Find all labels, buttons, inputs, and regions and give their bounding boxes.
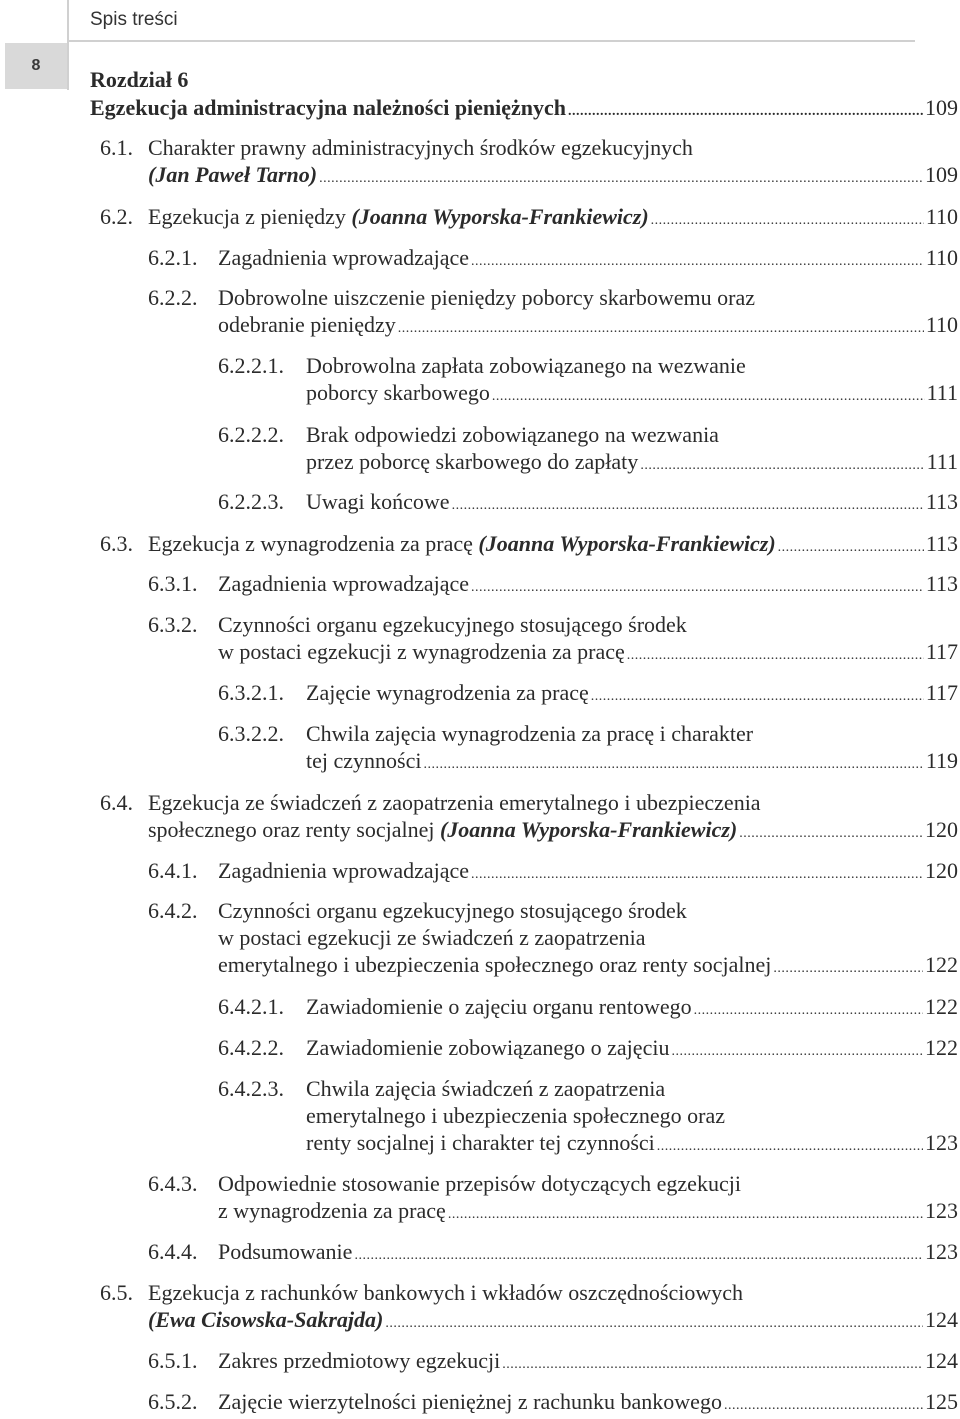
toc-entry-number: 6.4.2.1. [218,994,284,1019]
toc-entry-line: Chwila zajęcia świadczeń z zaopatrzenia [306,1076,666,1101]
toc-entry-text [306,679,958,710]
toc-entry-title: Egzekucja z wynagrodzenia za pracę [148,531,479,556]
toc-entry-text [306,993,958,1024]
toc-entry-page: 124 [925,1307,958,1332]
toc-entry-last-line [218,638,958,669]
toc-entry-page: 120 [925,858,958,883]
toc-entry-text [148,530,958,561]
toc-entry-last-line [218,1347,958,1378]
toc-entry-title: w postaci egzekucji z wynagrodzenia za pracę [218,639,625,664]
toc-entry-page: 113 [925,531,958,556]
leader-dots [319,161,923,192]
page-number-box [5,43,67,89]
toc-entry-page: 125 [925,1389,958,1414]
toc-entry-text [148,789,958,847]
leader-dots [627,638,924,669]
toc-entry-line: Chwila zajęcia wynagrodzenia za pracę i charakter [306,721,754,746]
toc-entry-last-line [148,530,958,561]
toc-entry-title: Zajęcie wierzytelności pieniężnej z rachunku bankowego [218,1389,722,1414]
toc-entry-line: Dobrowolne uiszczenie pieniędzy poborcy skarbowemu oraz [218,285,755,310]
toc-entry-page: 123 [925,1130,958,1155]
toc-entry-number: 6.4. [100,790,133,815]
toc-entry-title: Podsumowanie [218,1239,353,1264]
toc-entry-last-line [218,1238,958,1269]
leader-dots [398,311,924,342]
toc-entry-text [306,488,958,519]
toc-entry-title: Zagadnienia wprowadzające [218,245,470,270]
toc-entry-text [218,1238,958,1269]
toc-entry-page: 123 [925,1198,958,1223]
toc-entry-last-line [148,816,958,847]
toc-entry-title: przez poborcę skarbowego do zapłaty [306,449,639,474]
toc-entry-number: 6.2.2.1. [218,353,284,378]
toc-entry-last-line [306,448,958,479]
toc-entry-line: Czynności organu egzekucyjnego stosującego środek [218,612,687,637]
leader-dots [657,1129,923,1160]
toc-entry-line: Egzekucja ze świadczeń z zaopatrzenia emerytalnego i ubezpieczenia [148,790,761,815]
toc-entry-number: 6.2.1. [148,245,198,270]
toc-entry-last-line [306,747,958,778]
toc-entry-number: 6.4.1. [148,858,198,883]
chapter-page: 109 [925,95,958,120]
leader-dots [568,94,923,126]
toc-entry-text [306,1034,958,1065]
toc-entry-page: 111 [926,380,958,405]
toc-entry-text [218,897,958,982]
toc-entry-page: 119 [925,748,958,773]
toc-entry-number: 6.3. [100,531,133,556]
running-title: Spis treści [90,9,178,30]
toc-entry-text [148,134,958,192]
leader-dots [423,747,923,778]
leader-dots [452,488,924,519]
toc-entry-text [218,1388,958,1419]
toc-entry-line: Odpowiednie stosowanie przepisów dotyczących egzekucji [218,1171,741,1196]
toc-entry-page: 122 [925,1035,958,1060]
toc-entry-page: 109 [925,162,958,187]
toc-entry-last-line [306,488,958,519]
toc-entry-title: z wynagrodzenia za pracę [218,1198,446,1223]
toc-entry-last-line [148,161,958,192]
toc-entry-page: 123 [925,1239,958,1264]
toc-entry-last-line [218,1197,958,1228]
toc-entry-last-line [218,951,958,982]
toc-entry-number: 6.5. [100,1280,133,1305]
toc-entry-number: 6.4.4. [148,1239,198,1264]
toc-entry-text [148,203,958,234]
toc-entry-page: 122 [925,994,958,1019]
toc-entry-title: Zajęcie wynagrodzenia za pracę [306,680,589,705]
toc-entry-title: Zawiadomienie o zajęciu organu rentowego [306,994,692,1019]
toc-entry-number: 6.3.2.1. [218,680,284,705]
toc-entry-line: Czynności organu egzekucyjnego stosującego środek [218,898,687,923]
toc-entry-last-line [306,1129,958,1160]
toc-entry-author: (Joanna Wyporska-Frankiewicz) [351,204,649,229]
chapter-label: Rozdział 6 [90,67,189,92]
toc-entry-text [218,244,958,275]
toc-entry-page: 124 [925,1348,958,1373]
leader-dots [773,951,923,982]
toc-entry-number: 6.4.3. [148,1171,198,1196]
toc-entry-text [306,421,958,479]
leader-dots [471,570,924,601]
toc-entry-text [218,570,958,601]
toc-entry-number: 6.3.2. [148,612,198,637]
toc-entry-title: odebranie pieniędzy [218,312,396,337]
toc-entry-page: 111 [926,449,958,474]
header-horizontal-rule [69,40,915,42]
leader-dots [651,203,924,234]
toc-entry-line: Brak odpowiedzi zobowiązanego na wezwania [306,422,719,447]
toc-entry-number: 6.4.2.2. [218,1035,284,1060]
toc-entry-last-line [306,993,958,1024]
toc-entry-text [218,284,958,342]
toc-entry-line: w postaci egzekucji ze świadczeń z zaopatrzenia [218,925,646,950]
toc-entry-line: Charakter prawny administracyjnych środków egzekucyjnych [148,135,693,160]
toc-entry-title: Egzekucja z pieniędzy [148,204,352,229]
toc-entry-last-line [148,203,958,234]
toc-entry-last-line [306,679,958,710]
leader-dots [778,530,924,561]
toc-entry-author: (Jan Paweł Tarno) [148,162,318,187]
toc-entry-last-line [218,570,958,601]
toc-entry-last-line [306,1034,958,1065]
toc-entry-number: 6.4.2.3. [218,1076,284,1101]
toc-entry-page: 117 [925,639,958,664]
toc-entry-title: Zagadnienia wprowadzające [218,858,470,883]
toc-entry-page: 117 [925,680,958,705]
leader-dots [471,857,923,888]
toc-entry-text [148,1279,958,1337]
toc-entry-number: 6.3.2.2. [218,721,284,746]
toc-entry-last-line [148,1306,958,1337]
toc-entry-number: 6.2.2.3. [218,489,284,514]
leader-dots [724,1388,923,1419]
toc-entry-number: 6.5.1. [148,1348,198,1373]
toc-entry-title: Zawiadomienie zobowiązanego o zajęciu [306,1035,670,1060]
toc-entry-line: Dobrowolna zapłata zobowiązanego na wezwanie [306,353,746,378]
toc-entry-author: (Joanna Wyporska-Frankiewicz) [439,817,738,842]
toc-entry-title: Uwagi końcowe [306,489,450,514]
leader-dots [591,679,924,710]
toc-entry-title: Zakres przedmiotowy egzekucji [218,1348,501,1373]
toc-entry-page: 113 [925,571,958,596]
toc-entry-last-line [218,1388,958,1419]
toc-entry-page: 110 [925,245,958,270]
toc-entry-page: 120 [925,817,958,842]
toc-entry-text [218,857,958,888]
toc-entry-author: (Ewa Cisowska-Sakrajda) [148,1307,384,1332]
leader-dots [385,1306,923,1337]
chapter-title-line [90,94,958,126]
leader-dots [640,448,924,479]
toc-entry-text [306,352,958,410]
toc-entry-title: emerytalnego i ubezpieczenia społecznego oraz renty socjalnej [218,952,772,977]
toc-entry-line: emerytalnego i ubezpieczenia społecznego oraz [306,1103,725,1128]
leader-dots [471,244,924,275]
toc-entry-title: tej czynności [306,748,422,773]
toc-entry-text [218,611,958,669]
toc-entry-text [306,720,958,778]
chapter-title: Egzekucja administracyjna należności pieniężnych [90,95,567,120]
toc-entry-author: (Joanna Wyporska-Frankiewicz) [478,531,776,556]
toc-entry-page: 113 [925,489,958,514]
toc-entry-title: Zagadnienia wprowadzające [218,571,470,596]
toc-entry-last-line [218,244,958,275]
toc-entry-number: 6.1. [100,135,133,160]
toc-entry-page: 110 [925,312,958,337]
toc-entry-text [218,1347,958,1378]
toc-entry-last-line [306,379,958,410]
toc-entry-number: 6.3.1. [148,571,198,596]
toc-entry-last-line [218,857,958,888]
toc-entry-page: 122 [925,952,958,977]
toc-entry-line: Egzekucja z rachunków bankowych i wkładów oszczędnościowych [148,1280,744,1305]
toc-entry-number: 6.2.2. [148,285,198,310]
toc-entry-text [306,1075,958,1160]
toc-entry-title: społecznego oraz renty socjalnej [148,817,440,842]
toc-entry-text [218,1170,958,1228]
toc-entry-number: 6.2.2.2. [218,422,284,447]
toc-entry-title: poborcy skarbowego [306,380,490,405]
chapter-heading [90,66,958,126]
leader-dots [492,379,925,410]
leader-dots [448,1197,923,1228]
leader-dots [354,1238,923,1269]
leader-dots [502,1347,923,1378]
page-number: 8 [31,57,41,74]
toc-entry-title: renty socjalnej i charakter tej czynności [306,1130,655,1155]
toc-entry-last-line [218,311,958,342]
toc-entry-number: 6.2. [100,204,133,229]
leader-dots [694,993,923,1024]
toc-entry-page: 110 [925,204,958,229]
header-vertical-rule [67,0,69,90]
toc-entry-number: 6.5.2. [148,1389,198,1414]
leader-dots [671,1034,923,1065]
leader-dots [739,816,923,847]
toc-entry-number: 6.4.2. [148,898,198,923]
